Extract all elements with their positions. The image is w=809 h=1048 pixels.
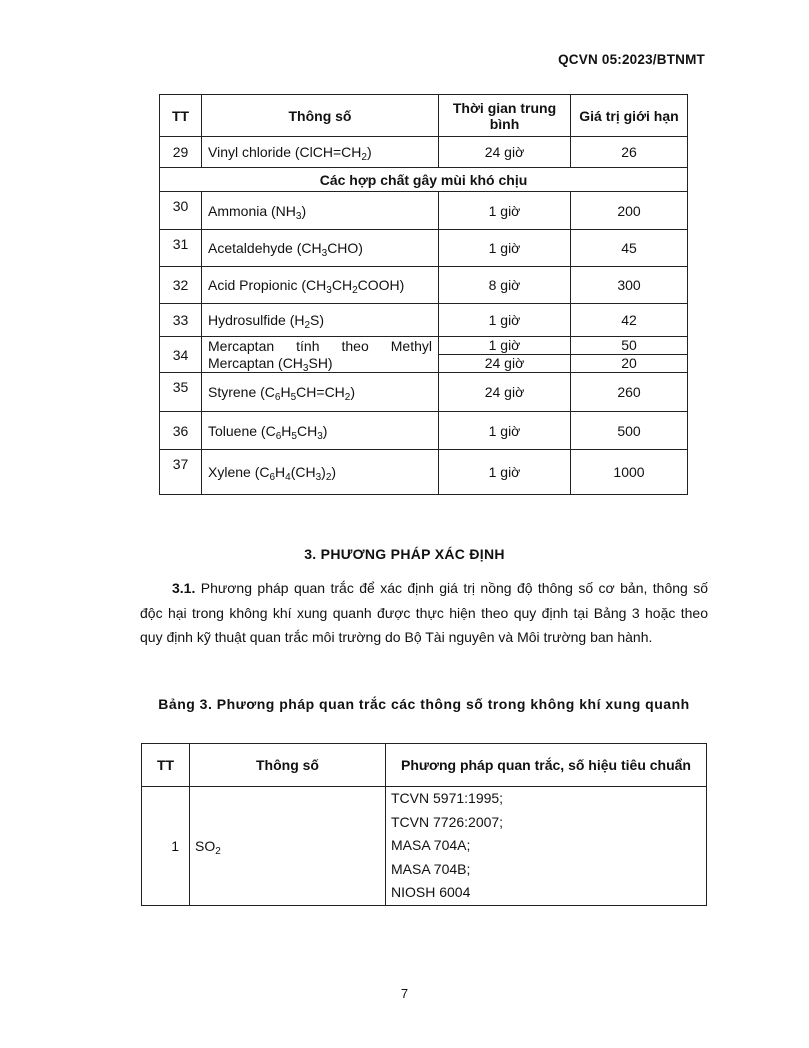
method-item: TCVN 5971:1995; [391, 790, 504, 806]
table-row: 32 Acid Propionic $(CH_3CH_2COOH)$ 8 giờ 300 [160, 267, 688, 304]
page-number: 7 [400, 986, 409, 1001]
section-paragraph [140, 576, 708, 650]
method-item: NIOSH 6004 [391, 884, 471, 901]
section-title: 3. PHƯƠNG PHÁP XÁC ĐỊNH [304, 546, 505, 562]
header-method: Phương pháp quan trắc, số hiệu tiêu chuẩn [386, 744, 707, 787]
value-split: 50 20 [571, 337, 688, 373]
header-tt: TT [142, 744, 190, 787]
header-param: Thông số [190, 744, 386, 787]
param-name: Ammonia $(NH_3)$ [202, 192, 439, 230]
para-number: 3.1. [172, 580, 196, 596]
table-row: 1 $SO_2$ TCVN 5971:1995; TCVN 7726:2007; MASA 704A; MASA 704B; NIOSH 6004 [142, 787, 707, 906]
param-name: Acid Propionic $(CH_3CH_2COOH)$ [202, 267, 439, 304]
table-row: 36 Toluene $(C_6H_5CH_3)$ 1 giờ 500 [160, 412, 688, 450]
table-header-row [142, 744, 707, 787]
table-row: 34 Mercaptan tính theo Methyl Mercaptan $(CH_3SH)$ 1 giờ 24 giờ 50 20 [160, 337, 688, 373]
method-item: TCVN 7726:2007; [391, 813, 504, 830]
time-split: 1 giờ 24 giờ [439, 337, 571, 373]
document-code: QCVN 05:2023/BTNMT [558, 52, 705, 67]
table-row: 29 Vinyl chloride $(ClCH=CH_2)$ 24 giờ 26 [160, 137, 688, 168]
table-header-row [160, 95, 688, 137]
table-row: 31 Acetaldehyde $(CH_3CHO)$ 1 giờ 45 [160, 230, 688, 267]
header-time: Thời gian trung bình [439, 95, 571, 137]
param-name: Styrene $(C_6H_5CH=CH_2)$ [202, 373, 439, 412]
header-tt: TT [160, 95, 202, 137]
group-row: Các hợp chất gây mùi khó chịu [160, 168, 688, 192]
table-row: 37 Xylene $(C_6H_4(CH_3)_2)$ 1 giờ 1000 [160, 450, 688, 495]
param-name: Xylene $(C_6H_4(CH_3)_2)$ [202, 450, 439, 495]
param-name: Acetaldehyde $(CH_3CHO)$ [202, 230, 439, 267]
param-name: $SO_2$ [190, 787, 386, 906]
header-param: Thông số [202, 95, 439, 137]
header-limit: Giá trị giới hạn [571, 95, 688, 137]
table-row: 30 Ammonia $(NH_3)$ 1 giờ 200 [160, 192, 688, 230]
limits-table [159, 94, 688, 495]
method-list [386, 787, 707, 906]
table3-title: Bảng 3. Phương pháp quan trắc các thông số trong không khí xung quanh [158, 696, 690, 712]
param-name: Mercaptan tính theo Methyl Mercaptan $(CH_3SH)$ [202, 337, 439, 373]
param-name: Hydrosulfide $(H_2S)$ [202, 304, 439, 337]
method-item: MASA 704B; [391, 860, 471, 877]
table-row: 35 Styrene $(C_6H_5CH=CH_2)$ 24 giờ 260 [160, 373, 688, 412]
methods-table [141, 743, 707, 906]
table-row: 33 Hydrosulfide $(H_2S)$ 1 giờ 42 [160, 304, 688, 337]
param-name: Vinyl chloride $(ClCH=CH_2)$ [202, 137, 439, 168]
param-name: Toluene $(C_6H_5CH_3)$ [202, 412, 439, 450]
method-item: MASA 704A; [391, 837, 471, 854]
para-text: Phương pháp quan trắc để xác định giá trị nồng độ thông số cơ bản, thông số độc hại trong không khí xung quanh được thực hiện theo quy định tại Bảng 3 hoặc theo quy định kỹ thuật quan trắc môi trường do Bộ Tài nguyên và Môi trường ban hành. [140, 580, 708, 645]
